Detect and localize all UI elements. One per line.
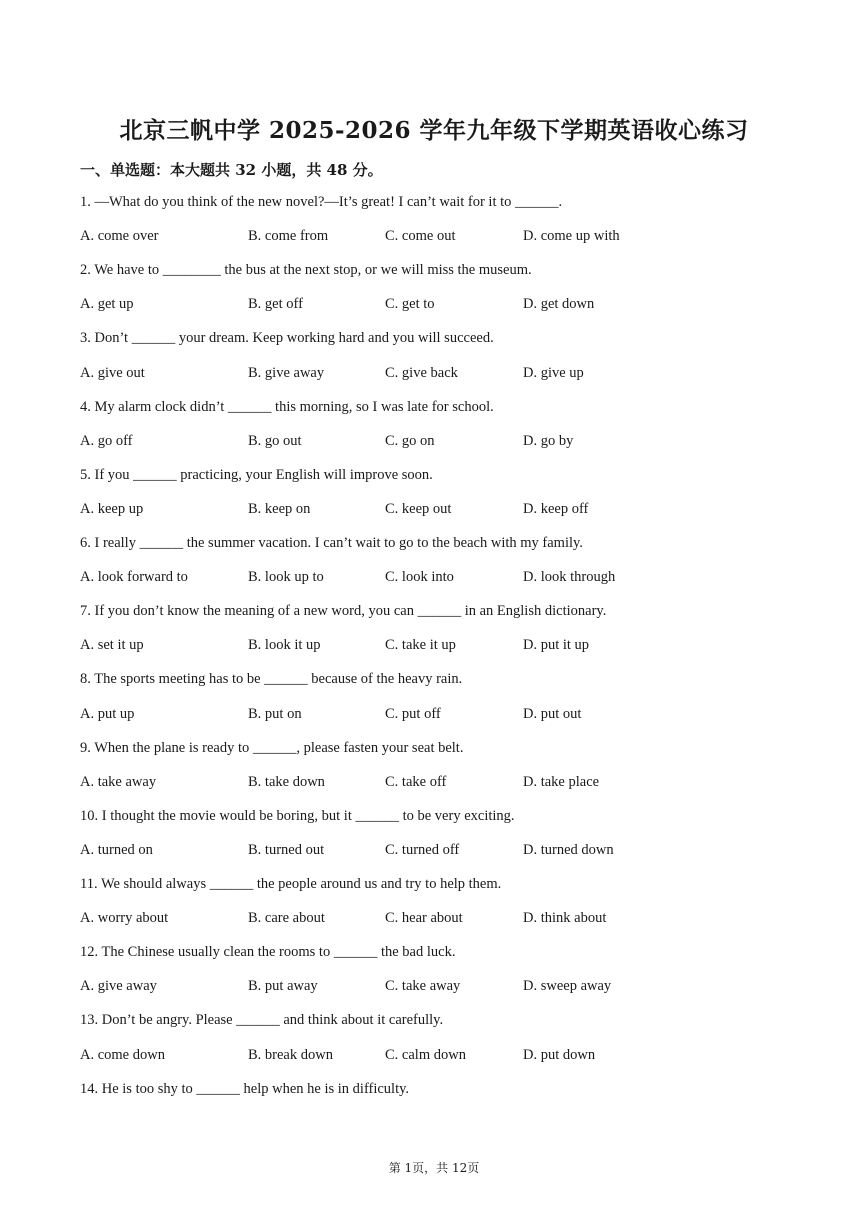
question-stem: 14. He is too shy to ______ help when he is in difficulty. — [80, 1080, 410, 1097]
option-d: D. take place — [523, 773, 600, 790]
section-heading: 一、单选题：本大题共 32 小题，共 48 分。 — [80, 161, 383, 179]
answer-options — [80, 978, 780, 1000]
option-d: D. think about — [523, 910, 607, 927]
question-stem: 9. When the plane is ready to ______, please fasten your seat belt. — [80, 739, 464, 756]
option-d: D. look through — [523, 569, 616, 586]
option-b: B. look it up — [248, 637, 321, 654]
question-stem: 12. The Chinese usually clean the rooms to ______ the bad luck. — [80, 944, 456, 961]
question-stem: 6. I really ______ the summer vacation. I can’t wait to go to the beach with my family. — [80, 535, 583, 551]
option-c: C. go on — [385, 432, 435, 449]
option-b: B. care about — [248, 910, 325, 927]
answer-options — [80, 842, 780, 864]
option-d: D. come up with — [523, 228, 620, 245]
page-footer: 第 1页，共 12页 — [388, 1161, 480, 1175]
option-d: D. turned down — [523, 841, 614, 858]
option-c: C. give back — [385, 364, 458, 381]
option-c: C. calm down — [385, 1046, 466, 1063]
option-c: C. look into — [385, 569, 454, 586]
option-a: A. set it up — [80, 637, 144, 654]
option-a: A. keep up — [80, 500, 144, 517]
option-d: D. put out — [523, 705, 582, 722]
option-a: A. worry about — [80, 910, 169, 927]
question-stem: 2. We have to ________ the bus at the next stop, or we will miss the museum. — [80, 262, 532, 279]
question-stem: 13. Don’t be angry. Please ______ and think about it carefully. — [80, 1012, 444, 1029]
option-b: B. break down — [248, 1046, 333, 1063]
option-a: A. give out — [80, 364, 145, 381]
option-b: B. go out — [248, 432, 302, 449]
question-stem: 11. We should always ______ the people around us and try to help them. — [80, 876, 502, 892]
option-c: C. hear about — [385, 910, 463, 927]
option-b: B. get off — [248, 296, 303, 313]
page-title: 北京三帆中学 2025-2026 学年九年级下学期英语收心练习 — [119, 117, 749, 144]
question-stem: 8. The sports meeting has to be ______ because of the heavy rain. — [80, 671, 463, 688]
option-b: B. give away — [248, 364, 325, 381]
answer-options — [80, 706, 780, 728]
question-stem: 5. If you ______ practicing, your English will improve soon. — [80, 466, 433, 483]
option-c: C. get to — [385, 296, 435, 313]
option-a: A. go off — [80, 432, 133, 449]
answer-options — [80, 296, 780, 318]
answer-options — [80, 774, 780, 796]
answer-options — [80, 1047, 780, 1069]
option-d: D. give up — [523, 364, 584, 381]
answer-options — [80, 228, 780, 250]
option-d: D. go by — [523, 432, 574, 449]
answer-options — [80, 569, 780, 591]
answer-options — [80, 910, 780, 932]
question-stem: 7. If you don’t know the meaning of a new word, you can ______ in an English dictionary. — [80, 603, 607, 620]
option-d: D. get down — [523, 296, 595, 313]
option-a: A. give away — [80, 978, 157, 995]
option-a: A. turned on — [80, 841, 153, 858]
option-c: C. take off — [385, 773, 447, 790]
option-b: B. put on — [248, 705, 302, 722]
option-a: A. put up — [80, 705, 135, 722]
question-stem: 3. Don’t ______ your dream. Keep working hard and you will succeed. — [80, 330, 494, 347]
option-c: C. turned off — [385, 841, 460, 858]
option-a: A. take away — [80, 773, 157, 790]
option-d: D. keep off — [523, 500, 589, 517]
option-c: C. take away — [385, 978, 461, 995]
option-b: B. look up to — [248, 569, 324, 586]
option-d: D. sweep away — [523, 978, 612, 995]
answer-options — [80, 365, 780, 387]
option-c: C. come out — [385, 228, 456, 245]
option-a: A. come down — [80, 1046, 165, 1063]
answer-options — [80, 433, 780, 455]
question-stem: 1. —What do you think of the new novel?—It’s great! I can’t wait for it to ______. — [80, 194, 563, 210]
option-b: B. turned out — [248, 841, 325, 858]
answer-options — [80, 637, 780, 659]
option-a: A. come over — [80, 228, 159, 245]
option-b: B. keep on — [248, 500, 311, 517]
option-a: A. get up — [80, 296, 134, 313]
option-a: A. look forward to — [80, 569, 188, 586]
option-b: B. put away — [248, 978, 318, 995]
option-b: B. take down — [248, 773, 325, 790]
option-d: D. put down — [523, 1046, 596, 1063]
option-b: B. come from — [248, 228, 329, 245]
answer-options — [80, 501, 780, 523]
option-c: C. take it up — [385, 637, 456, 654]
option-c: C. keep out — [385, 500, 452, 517]
option-d: D. put it up — [523, 637, 590, 654]
option-c: C. put off — [385, 705, 441, 722]
question-stem: 10. I thought the movie would be boring, but it ______ to be very exciting. — [80, 807, 515, 824]
question-stem: 4. My alarm clock didn’t ______ this morning, so I was late for school. — [80, 398, 494, 415]
